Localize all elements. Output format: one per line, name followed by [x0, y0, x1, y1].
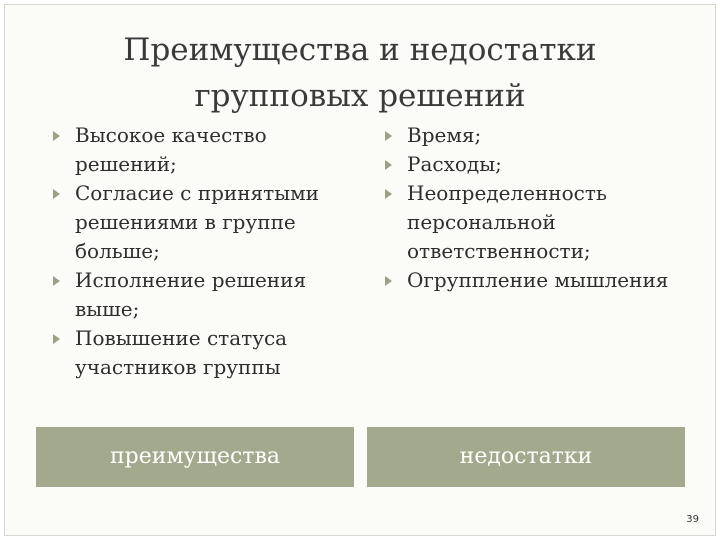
advantages-column	[53, 121, 353, 382]
disadvantages-label-box: недостатки	[367, 427, 685, 487]
bullet-arrow-icon	[53, 334, 60, 344]
list-item: Высокое качество решений;	[53, 121, 353, 179]
bullet-arrow-icon	[53, 276, 60, 286]
disadvantages-list	[385, 121, 685, 295]
title-line-1: Преимущества и недостатки	[123, 32, 597, 68]
list-item: Время;	[385, 121, 685, 150]
title-line-2: групповых решений	[194, 78, 526, 114]
advantages-list	[53, 121, 353, 382]
bullet-arrow-icon	[385, 189, 392, 199]
page-number: 39	[686, 514, 699, 525]
advantages-label-box: преимущества	[36, 427, 354, 487]
bullet-arrow-icon	[385, 276, 392, 286]
list-item: Согласие с принятыми решениями в группе больше;	[53, 179, 353, 266]
slide-title	[5, 27, 715, 119]
bullet-arrow-icon	[385, 131, 392, 141]
list-item: Повышение статуса участников группы	[53, 324, 353, 382]
slide	[4, 4, 716, 536]
bullet-arrow-icon	[53, 189, 60, 199]
list-item: Огруппление мышления	[385, 266, 685, 295]
list-item: Исполнение решения выше;	[53, 266, 353, 324]
bullet-arrow-icon	[385, 160, 392, 170]
list-item: Расходы;	[385, 150, 685, 179]
list-item: Неопределенность персональной ответственности;	[385, 179, 685, 266]
bullet-arrow-icon	[53, 131, 60, 141]
disadvantages-column	[385, 121, 685, 295]
